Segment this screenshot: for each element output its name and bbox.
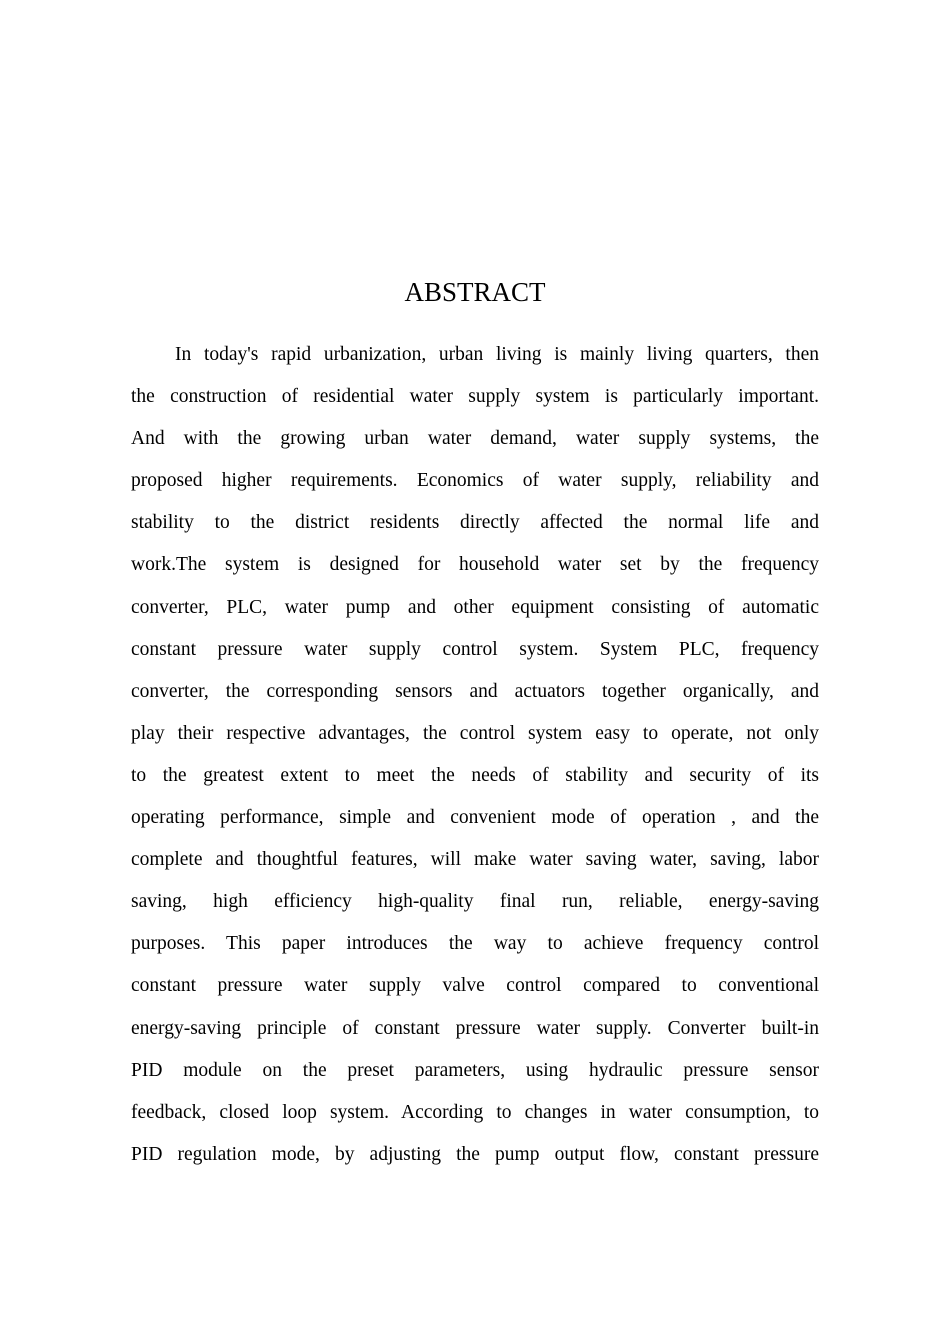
paragraph-line: feedback, closed loop system. According to changes in water consumption, to	[131, 1101, 819, 1123]
paragraph-line: In today's rapid urbanization, urban living is mainly living quarters, then	[175, 344, 819, 365]
paragraph-line: work.The system is designed for household water set by the frequency	[131, 554, 819, 576]
paragraph-line: PID module on the preset parameters, using hydraulic pressure sensor	[131, 1059, 819, 1081]
paragraph-line: PID regulation mode, by adjusting the pump output flow, constant pressure	[131, 1143, 819, 1165]
paragraph-line: stability to the district residents directly affected the normal life and	[131, 512, 819, 534]
paragraph-line: constant pressure water supply valve control compared to conventional	[131, 975, 819, 997]
paragraph-line: purposes. This paper introduces the way to achieve frequency control	[131, 933, 819, 955]
paragraph-line: operating performance, simple and convenient mode of operation , and the	[131, 807, 819, 829]
abstract-paragraph	[131, 334, 819, 1176]
paragraph-line: complete and thoughtful features, will make water saving water, saving, labor	[131, 849, 819, 871]
abstract-title: ABSTRACT	[404, 277, 546, 307]
paragraph-line: And with the growing urban water demand, water supply systems, the	[131, 428, 819, 450]
paragraph-line: proposed higher requirements. Economics of water supply, reliability and	[131, 470, 819, 492]
paragraph-line: saving, high efficiency high-quality final run, reliable, energy-saving	[131, 891, 819, 913]
paragraph-line: constant pressure water supply control system. System PLC, frequency	[131, 638, 819, 660]
paragraph-line: to the greatest extent to meet the needs of stability and security of its	[131, 764, 819, 786]
paragraph-line: converter, PLC, water pump and other equipment consisting of automatic	[131, 596, 819, 618]
paragraph-line: the construction of residential water supply system is particularly important.	[131, 386, 819, 408]
paragraph-line: converter, the corresponding sensors and actuators together organically, and	[131, 680, 819, 702]
paragraph-line: energy-saving principle of constant pressure water supply. Converter built-in	[131, 1017, 819, 1039]
paragraph-line: play their respective advantages, the control system easy to operate, not only	[131, 722, 819, 744]
